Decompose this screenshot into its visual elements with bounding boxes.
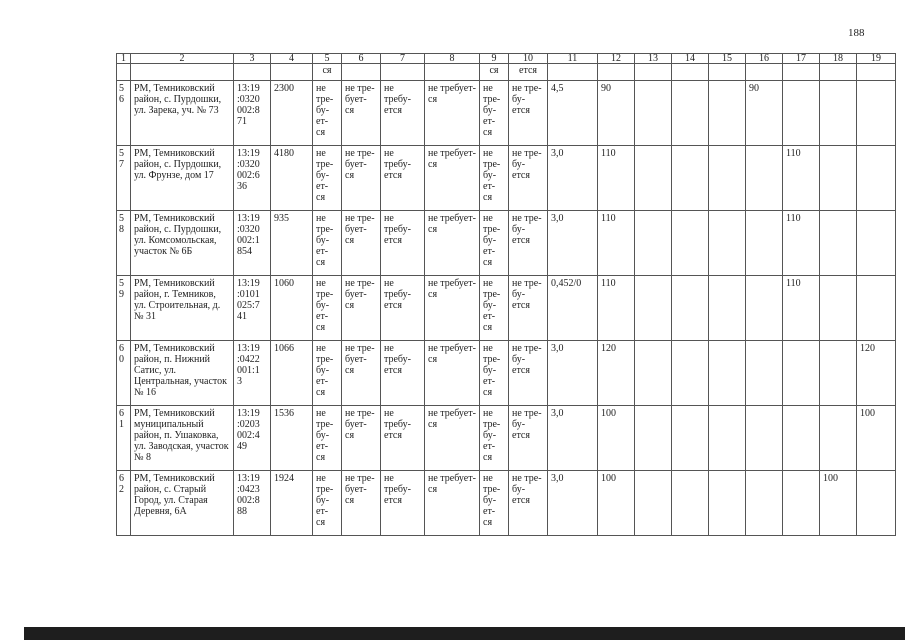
header-cell: 17 — [783, 54, 820, 64]
value-cell — [672, 146, 709, 211]
requirement-cell: не требует- ся — [425, 471, 480, 536]
table-row — [117, 276, 896, 341]
address-cell: РМ, Темниковский район, с. Старый Город, ул. Старая Деревня, 6А — [131, 471, 234, 536]
continuation-cell: ется — [509, 64, 548, 81]
table-row — [117, 341, 896, 406]
header-cell: 13 — [635, 54, 672, 64]
row-number-cell: 5 6 — [117, 81, 131, 146]
requirement-cell: не тре- бует- ся — [342, 406, 381, 471]
value-cell — [709, 406, 746, 471]
value-cell: 3,0 — [548, 341, 598, 406]
requirement-cell: не тре- бу- ется — [509, 146, 548, 211]
continuation-cell — [425, 64, 480, 81]
continuation-cell: ся — [480, 64, 509, 81]
land-plot-register-table — [116, 53, 896, 536]
row-number-cell: 6 2 — [117, 471, 131, 536]
value-cell — [635, 471, 672, 536]
value-cell: 110 — [598, 276, 635, 341]
requirement-cell: не требу- ется — [381, 81, 425, 146]
requirement-cell: не тре- бует- ся — [342, 341, 381, 406]
value-cell: 110 — [598, 146, 635, 211]
continuation-cell — [857, 64, 896, 81]
header-cell: 18 — [820, 54, 857, 64]
continuation-cell — [271, 64, 313, 81]
value-cell — [820, 211, 857, 276]
row-number-cell: 5 7 — [117, 146, 131, 211]
value-cell: 120 — [857, 341, 896, 406]
continuation-cell — [117, 64, 131, 81]
requirement-cell: не требует- ся — [425, 276, 480, 341]
requirement-cell: не требу- ется — [381, 276, 425, 341]
requirement-cell: не тре- бует- ся — [342, 146, 381, 211]
value-cell: 110 — [783, 146, 820, 211]
value-cell — [672, 276, 709, 341]
value-cell — [820, 406, 857, 471]
header-cell: 6 — [342, 54, 381, 64]
value-cell — [746, 146, 783, 211]
header-cell: 16 — [746, 54, 783, 64]
value-cell — [783, 406, 820, 471]
area-cell: 1066 — [271, 341, 313, 406]
continuation-cell: ся — [313, 64, 342, 81]
requirement-cell: не тре- бу- ет- ся — [480, 276, 509, 341]
value-cell — [857, 276, 896, 341]
value-cell — [635, 276, 672, 341]
cadastral-number-cell: 13:19 :0422 001:1 3 — [234, 341, 271, 406]
value-cell — [820, 81, 857, 146]
header-cell: 14 — [672, 54, 709, 64]
value-cell — [820, 341, 857, 406]
value-cell — [857, 471, 896, 536]
value-cell — [635, 146, 672, 211]
area-cell: 4180 — [271, 146, 313, 211]
continuation-cell — [131, 64, 234, 81]
value-cell — [820, 146, 857, 211]
continuation-cell — [672, 64, 709, 81]
row-number-cell: 6 0 — [117, 341, 131, 406]
value-cell — [709, 341, 746, 406]
value-cell — [635, 406, 672, 471]
requirement-cell: не требу- ется — [381, 211, 425, 276]
value-cell: 110 — [783, 211, 820, 276]
value-cell — [746, 406, 783, 471]
value-cell — [709, 276, 746, 341]
header-cell: 2 — [131, 54, 234, 64]
requirement-cell: не тре- бу- ет- ся — [480, 406, 509, 471]
continuation-cell — [709, 64, 746, 81]
value-cell: 100 — [598, 471, 635, 536]
continuation-cell — [746, 64, 783, 81]
value-cell: 3,0 — [548, 211, 598, 276]
requirement-cell: не требу- ется — [381, 471, 425, 536]
cadastral-number-cell: 13:19 :0203 002:4 49 — [234, 406, 271, 471]
area-cell: 1924 — [271, 471, 313, 536]
requirement-cell: не требует- ся — [425, 211, 480, 276]
value-cell — [709, 146, 746, 211]
value-cell — [672, 81, 709, 146]
value-cell: 100 — [598, 406, 635, 471]
requirement-cell: не тре- бу- ется — [509, 276, 548, 341]
requirement-cell: не тре- бует- ся — [342, 211, 381, 276]
value-cell: 3,0 — [548, 146, 598, 211]
requirement-cell: не требу- ется — [381, 146, 425, 211]
value-cell: 90 — [746, 81, 783, 146]
value-cell — [783, 471, 820, 536]
address-cell: РМ, Темниковский район, с. Пурдошки, ул. Комсомольская, участок № 6Б — [131, 211, 234, 276]
value-cell — [783, 341, 820, 406]
table-row — [117, 406, 896, 471]
cadastral-number-cell: 13:19 :0320 002:1 854 — [234, 211, 271, 276]
header-cell: 19 — [857, 54, 896, 64]
table-row — [117, 471, 896, 536]
value-cell: 0,452/0 — [548, 276, 598, 341]
continuation-cell — [381, 64, 425, 81]
continuation-cell — [820, 64, 857, 81]
requirement-cell: не требу- ется — [381, 341, 425, 406]
requirement-cell: не тре- бу- ется — [509, 341, 548, 406]
value-cell — [820, 276, 857, 341]
value-cell — [783, 81, 820, 146]
requirement-cell: не тре- бу- ет- ся — [313, 406, 342, 471]
requirement-cell: не тре- бует- ся — [342, 471, 381, 536]
requirement-cell: не требует- ся — [425, 146, 480, 211]
header-cell: 12 — [598, 54, 635, 64]
value-cell: 3,0 — [548, 471, 598, 536]
continuation-cell — [635, 64, 672, 81]
requirement-cell: не тре- бу- ет- ся — [313, 341, 342, 406]
header-cell: 8 — [425, 54, 480, 64]
requirement-cell: не тре- бу- ется — [509, 211, 548, 276]
header-cell: 5 — [313, 54, 342, 64]
header-cell: 11 — [548, 54, 598, 64]
requirement-cell: не тре- бу- ет- ся — [480, 471, 509, 536]
header-cell: 9 — [480, 54, 509, 64]
header-cell: 1 — [117, 54, 131, 64]
header-cell: 10 — [509, 54, 548, 64]
address-cell: РМ, Темниковский муниципальный район, п. Ушаковка, ул. Заводская, участок № 8 — [131, 406, 234, 471]
requirement-cell: не тре- бует- ся — [342, 81, 381, 146]
requirement-cell: не тре- бу- ется — [509, 406, 548, 471]
area-cell: 1060 — [271, 276, 313, 341]
area-cell: 935 — [271, 211, 313, 276]
header-cell: 15 — [709, 54, 746, 64]
value-cell: 100 — [820, 471, 857, 536]
value-cell — [746, 341, 783, 406]
header-cell: 3 — [234, 54, 271, 64]
requirement-cell: не требует- ся — [425, 406, 480, 471]
requirement-cell: не тре- бу- ет- ся — [313, 276, 342, 341]
address-cell: РМ, Темниковский район, с. Пурдошки, ул. Зарека, уч. № 73 — [131, 81, 234, 146]
value-cell — [709, 471, 746, 536]
value-cell: 110 — [598, 211, 635, 276]
value-cell: 90 — [598, 81, 635, 146]
requirement-cell: не тре- бу- ет- ся — [480, 341, 509, 406]
value-cell — [709, 211, 746, 276]
cadastral-number-cell: 13:19 :0423 002:8 88 — [234, 471, 271, 536]
continuation-cell — [234, 64, 271, 81]
header-cell: 4 — [271, 54, 313, 64]
table-row — [117, 81, 896, 146]
value-cell — [746, 211, 783, 276]
value-cell — [746, 471, 783, 536]
value-cell — [857, 211, 896, 276]
area-cell: 1536 — [271, 406, 313, 471]
requirement-cell: не требу- ется — [381, 406, 425, 471]
requirement-cell: не тре- бу- ет- ся — [480, 211, 509, 276]
address-cell: РМ, Темниковский район, г. Темников, ул. Строительная, д. № 31 — [131, 276, 234, 341]
value-cell: 110 — [783, 276, 820, 341]
cadastral-number-cell: 13:19 :0101 025:7 41 — [234, 276, 271, 341]
header-cell: 7 — [381, 54, 425, 64]
value-cell — [635, 211, 672, 276]
area-cell: 2300 — [271, 81, 313, 146]
value-cell — [635, 341, 672, 406]
scan-bottom-border — [24, 627, 905, 640]
row-number-cell: 5 8 — [117, 211, 131, 276]
value-cell: 3,0 — [548, 406, 598, 471]
value-cell: 120 — [598, 341, 635, 406]
table-row — [117, 146, 896, 211]
column-number-header-row — [117, 54, 896, 64]
continuation-row — [117, 64, 896, 81]
requirement-cell: не требует- ся — [425, 341, 480, 406]
page-number: 188 — [848, 27, 865, 39]
value-cell — [672, 471, 709, 536]
requirement-cell: не тре- бу- ет- ся — [313, 471, 342, 536]
value-cell — [672, 341, 709, 406]
requirement-cell: не тре- бу- ется — [509, 471, 548, 536]
table-row — [117, 211, 896, 276]
continuation-cell — [598, 64, 635, 81]
value-cell: 4,5 — [548, 81, 598, 146]
value-cell: 100 — [857, 406, 896, 471]
address-cell: РМ, Темниковский район, п. Нижний Сатис, ул. Центральная, участок № 16 — [131, 341, 234, 406]
requirement-cell: не тре- бу- ет- ся — [480, 146, 509, 211]
table-body — [117, 54, 896, 536]
requirement-cell: не тре- бует- ся — [342, 276, 381, 341]
continuation-cell — [548, 64, 598, 81]
cadastral-number-cell: 13:19 :0320 002:6 36 — [234, 146, 271, 211]
requirement-cell: не тре- бу- ется — [509, 81, 548, 146]
continuation-cell — [342, 64, 381, 81]
value-cell — [857, 146, 896, 211]
value-cell — [709, 81, 746, 146]
address-cell: РМ, Темниковский район, с. Пурдошки, ул. Фрунзе, дом 17 — [131, 146, 234, 211]
value-cell — [672, 211, 709, 276]
row-number-cell: 5 9 — [117, 276, 131, 341]
requirement-cell: не тре- бу- ет- ся — [313, 146, 342, 211]
row-number-cell: 6 1 — [117, 406, 131, 471]
requirement-cell: не тре- бу- ет- ся — [480, 81, 509, 146]
cadastral-number-cell: 13:19 :0320 002:8 71 — [234, 81, 271, 146]
requirement-cell: не тре- бу- ет- ся — [313, 81, 342, 146]
value-cell — [746, 276, 783, 341]
requirement-cell: не тре- бу- ет- ся — [313, 211, 342, 276]
value-cell — [672, 406, 709, 471]
continuation-cell — [783, 64, 820, 81]
requirement-cell: не требует- ся — [425, 81, 480, 146]
value-cell — [857, 81, 896, 146]
value-cell — [635, 81, 672, 146]
